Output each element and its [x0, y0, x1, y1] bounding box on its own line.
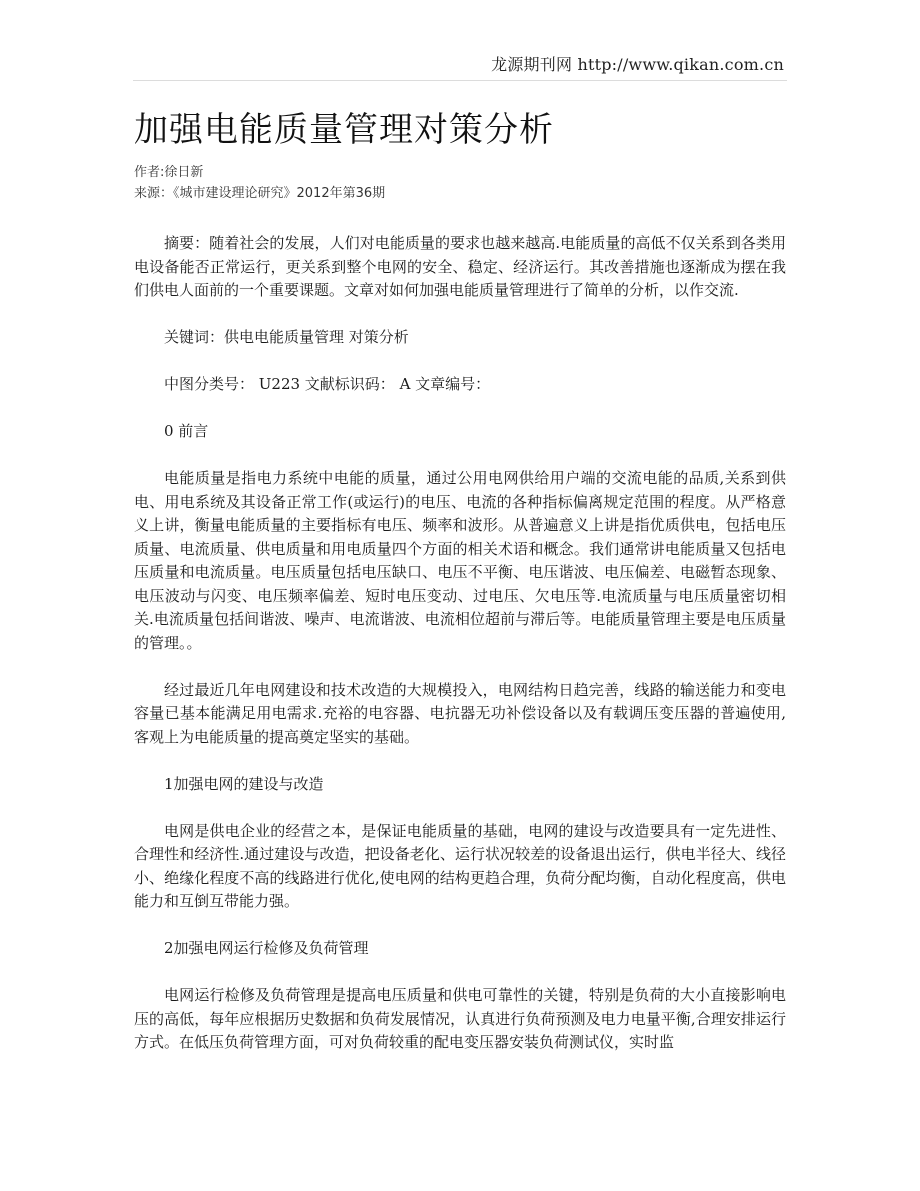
section-1-paragraph-1: 电网是供电企业的经营之本，是保证电能质量的基础，电网的建设与改造要具有一定先进性、合理性和经济性.通过建设与改造，把设备老化、运行状况较差的设备退出运行，供电半径大、线径小、绝缘化程度不高的线路进行优化,使电网的结构更趋合理，负荷分配均衡，自动化程度高，供电能力和互倒互带能力强。 [134, 821, 786, 910]
section-heading-2: 2加强电网运行检修及负荷管理 [164, 939, 369, 957]
keywords-line: 关键词：供电电能质量管理 对策分析 [164, 328, 409, 346]
article-title: 加强电能质量管理对策分析 [134, 110, 554, 150]
section-heading-0: 0 前言 [164, 422, 209, 440]
section-heading-1: 1加强电网的建设与改造 [164, 774, 324, 793]
section-0-paragraph-1: 电能质量是指电力系统中电能的质量，通过公用电网供给用户端的交流电能的品质,关系到供电、用电系统及其设备正常工作(或运行)的电压、电流的各种指标偏离规定范围的程度。从严格意义上讲，衡量电能质量的主要指标有电压、频率和波形。从普遍意义上讲是指优质供电，包括电压质量、电流质量、供电质量和用电质量四个方面的相关术语和概念。我们通常讲电能质量又包括电压质量和电流质量。电压质量包括电压缺口、电压不平衡、电压谐波、电压偏差、电磁暂态现象、电压波动与闪变、电压频率偏差、短时电压变动、过电压、欠电压等.电流质量与电压质量密切相关.电流质量包括间谐波、噪声、电流谐波、电流相位超前与滞后等。电能质量管理主要是电压质量的管理。。 [134, 469, 786, 652]
classification-line: 中图分类号： U223 文献标识码： A 文章编号： [164, 375, 491, 393]
abstract-paragraph: 摘要：随着社会的发展，人们对电能质量的要求也越来越高.电能质量的高低不仅关系到各类用电设备能否正常运行，更关系到整个电网的安全、稳定、经济运行。其改善措施也逐渐成为摆在我们供电人面前的一个重要课题。文章对如何加强电能质量管理进行了简单的分析，以作交流. [134, 234, 786, 299]
article-body [134, 232, 786, 1055]
site-header: 龙源期刊网 http://www.qikan.com.cn [491, 55, 784, 74]
header-divider [133, 80, 787, 81]
article-author: 作者:徐日新 [134, 165, 204, 180]
section-0-paragraph-2: 经过最近几年电网建设和技术改造的大规模投入，电网结构日趋完善，线路的输送能力和变电容量已基本能满足用电需求.充裕的电容器、电抗器无功补偿设备以及有载调压变压器的普遍使用,客观上为电能质量的提高奠定坚实的基础。 [134, 680, 786, 746]
article-source: 来源：《城市建设理论研究》2012年第36期 [134, 186, 386, 201]
section-2-paragraph-1: 电网运行检修及负荷管理是提高电压质量和供电可靠性的关键，特别是负荷的大小直接影响电压的高低，每年应根据历史数据和负荷发展情况，认真进行负荷预测及电力电量平衡,合理安排运行方式。在低压负荷管理方面，可对负荷较重的配电变压器安装负荷测试仪，实时监 [134, 986, 786, 1051]
article [134, 108, 786, 1078]
